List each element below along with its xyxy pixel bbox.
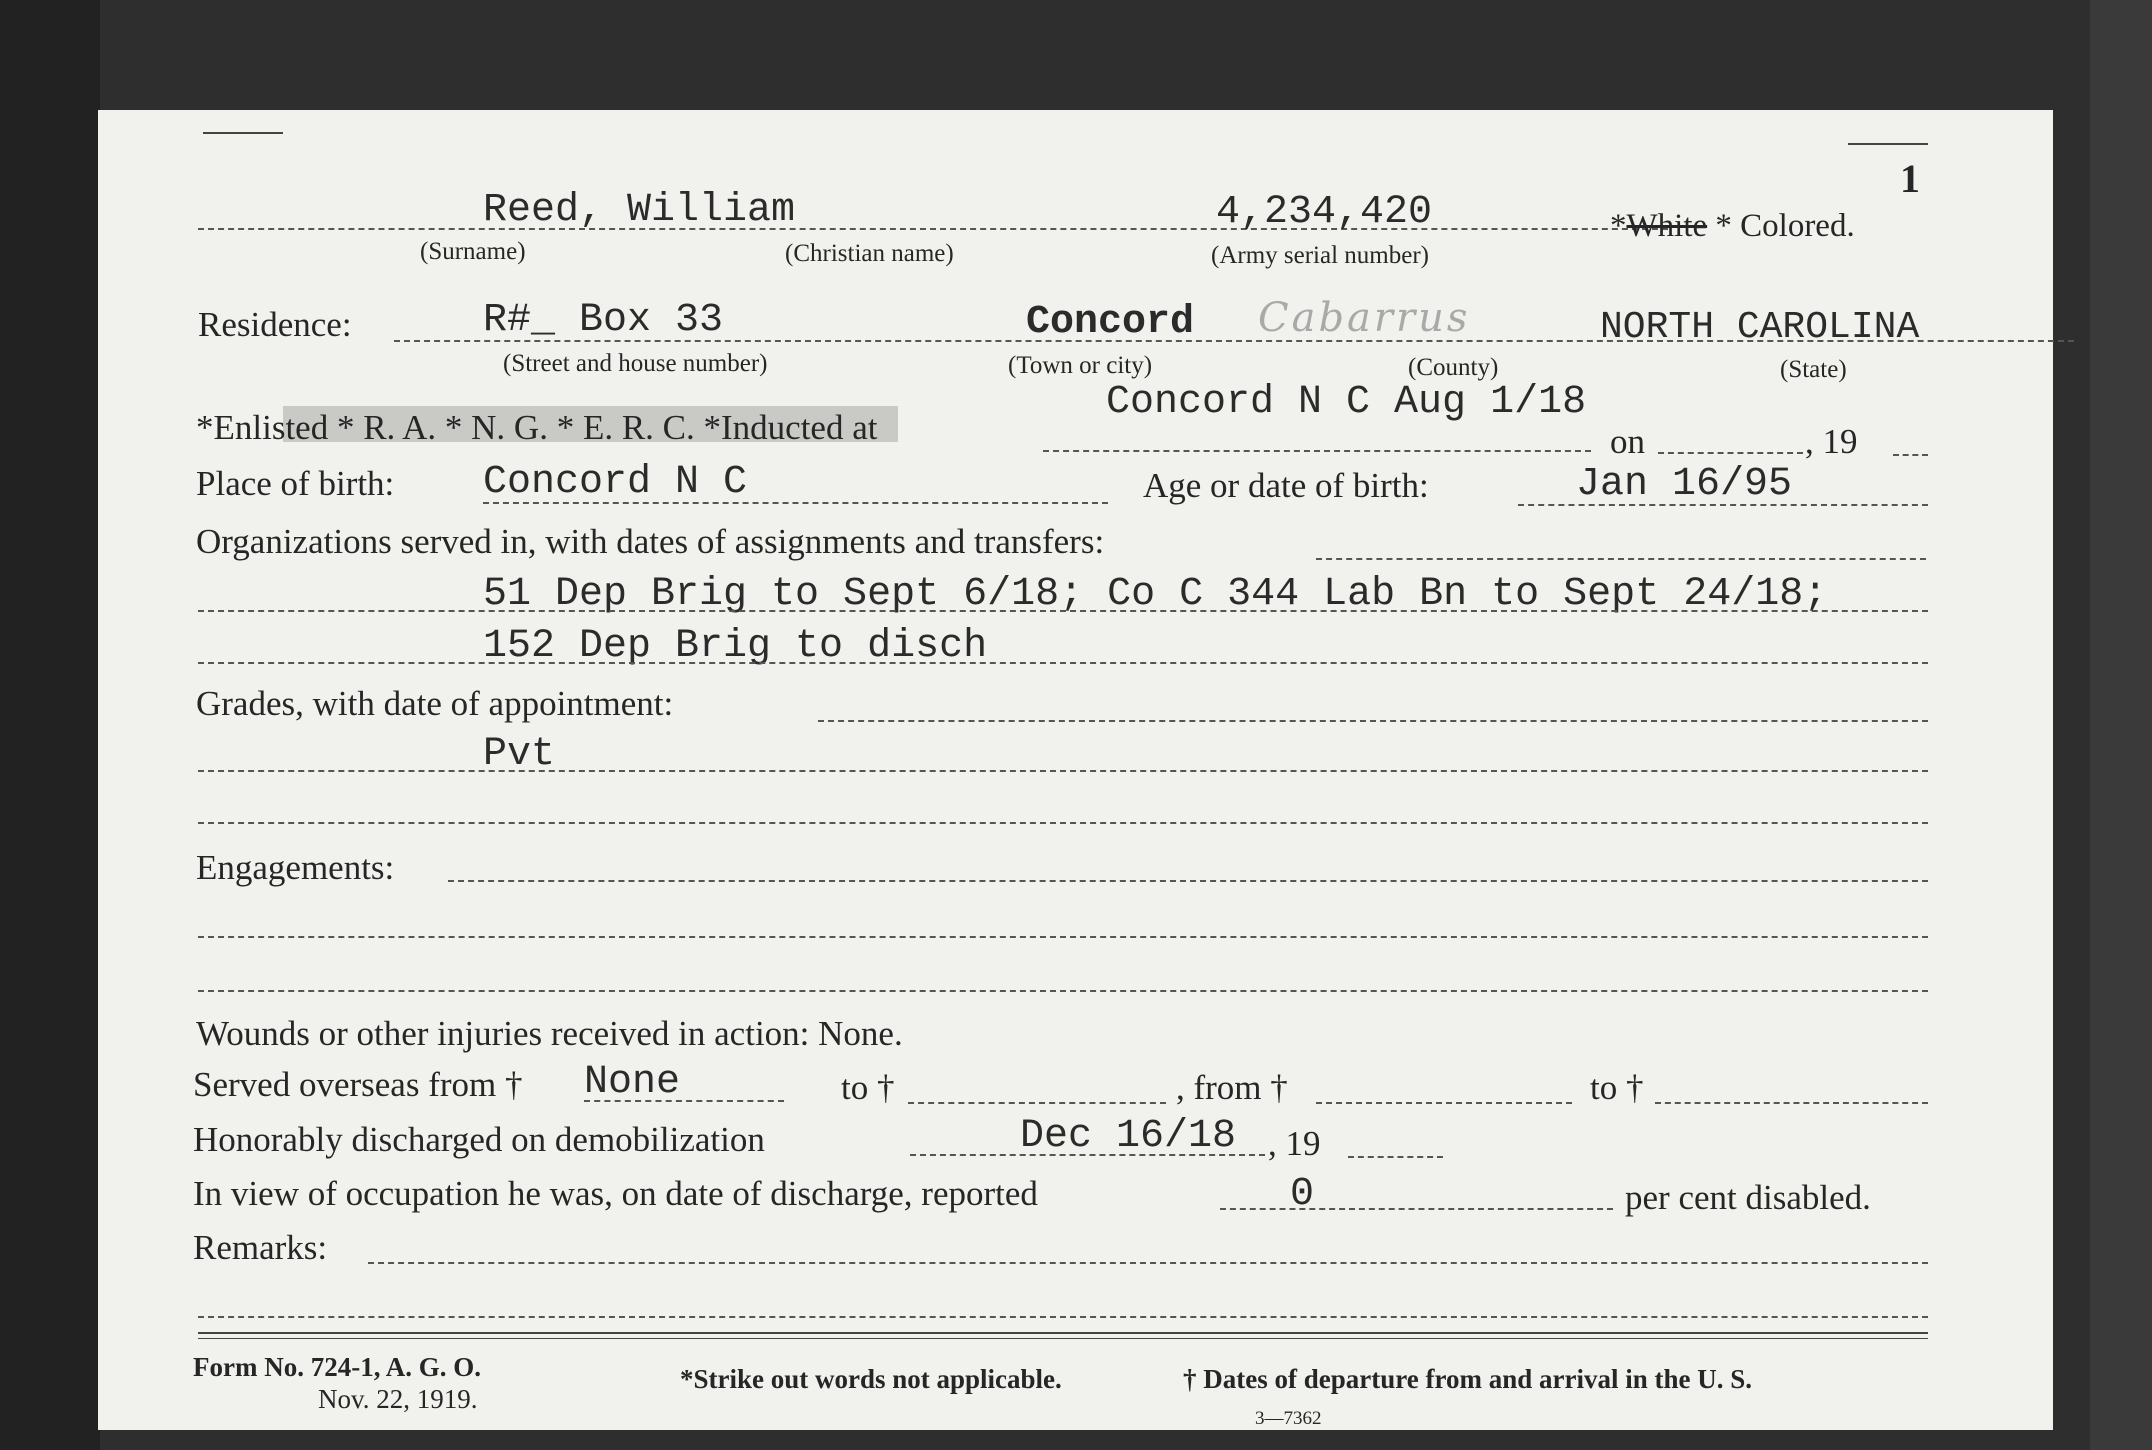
footnote-dates: † Dates of departure from and arrival in the U. S. xyxy=(1183,1364,1752,1394)
scan-border-left xyxy=(0,0,100,1450)
place-of-birth-label: Place of birth: xyxy=(196,464,395,503)
induction-line xyxy=(1043,450,1591,452)
age-label: Age or date of birth: xyxy=(1143,466,1429,505)
race-colored: Colored. xyxy=(1740,208,1855,244)
birth-date-value: Jan 16/95 xyxy=(1576,462,1793,507)
remarks-line-1 xyxy=(198,1316,1928,1318)
grades-label: Grades, with date of appointment: xyxy=(196,684,674,723)
overseas-from-value: None xyxy=(584,1060,681,1105)
discharge-line xyxy=(910,1154,1265,1156)
county-caption: (County) xyxy=(1408,354,1499,381)
form-date: Nov. 22, 1919. xyxy=(318,1384,478,1414)
name-value: Reed, William xyxy=(483,188,796,233)
county-value: Cabarrus xyxy=(1258,295,1471,341)
overseas-to-label: to † xyxy=(841,1068,895,1107)
christian-name-caption: (Christian name) xyxy=(785,240,954,267)
engagements-line-1 xyxy=(198,936,1928,938)
print-code: 3—7362 xyxy=(1255,1408,1322,1429)
wounds-row xyxy=(196,1014,903,1054)
overseas-to-line xyxy=(908,1102,1166,1104)
grades-line-1 xyxy=(198,770,1928,772)
disability-suffix: per cent disabled. xyxy=(1625,1178,1871,1217)
street-caption: (Street and house number) xyxy=(503,350,768,377)
card-number: 1 xyxy=(1900,156,1920,201)
surname-caption: (Surname) xyxy=(420,238,526,265)
serial-value: 4,234,420 xyxy=(1216,190,1433,235)
engagements-line-2 xyxy=(198,990,1928,992)
overseas-from2-label: , from † xyxy=(1176,1068,1288,1107)
induction-on-line xyxy=(1658,452,1803,454)
grades-line-2 xyxy=(198,822,1928,824)
footnote-strike: *Strike out words not applicable. xyxy=(680,1364,1062,1394)
organizations-line-2 xyxy=(198,662,1928,664)
overseas-to2-label: to † xyxy=(1590,1068,1644,1107)
birth-date-line xyxy=(1518,504,1928,506)
remarks-label: Remarks: xyxy=(193,1228,328,1267)
organizations-line2: 152 Dep Brig to disch xyxy=(483,624,988,669)
state-value: NORTH CAROLINA xyxy=(1600,306,1920,349)
engagements-label: Engagements: xyxy=(196,848,395,887)
discharge-year-line xyxy=(1348,1156,1443,1158)
street-value: R#_ Box 33 xyxy=(483,298,724,343)
place-of-birth-value: Concord N C xyxy=(483,460,748,505)
top-right-rule xyxy=(1848,143,1928,145)
footer-rule-top xyxy=(198,1332,1928,1334)
discharge-label: Honorably discharged on demobilization xyxy=(193,1120,765,1159)
organizations-line-0 xyxy=(1316,558,1926,560)
footer-rule-bottom xyxy=(198,1338,1928,1339)
race-white: White xyxy=(1626,208,1708,244)
wounds-label: Wounds or other injuries received in action: xyxy=(196,1014,810,1053)
place-of-birth-line xyxy=(483,502,1108,504)
remarks-line-0 xyxy=(368,1262,1928,1264)
town-caption: (Town or city) xyxy=(1008,352,1153,379)
discharge-value: Dec 16/18 xyxy=(1020,1114,1237,1159)
induction-on-label: on xyxy=(1610,422,1645,461)
enlistment-options: *Enlisted * R. A. * N. G. * E. R. C. *Inducted at xyxy=(196,408,878,447)
town-value: Concord xyxy=(1026,300,1195,345)
disability-value: 0 xyxy=(1290,1172,1315,1217)
organizations-line-1 xyxy=(198,610,1928,612)
top-left-rule xyxy=(203,132,283,134)
overseas-label: Served overseas from † xyxy=(193,1065,523,1104)
induction-value: Concord N C Aug 1/18 xyxy=(1106,380,1587,425)
wounds-value: None. xyxy=(818,1014,903,1053)
overseas-from-line xyxy=(584,1100,784,1102)
overseas-from2-line xyxy=(1316,1102,1572,1104)
organizations-label: Organizations served in, with dates of assignments and transfers: xyxy=(196,522,1105,561)
disability-label: In view of occupation he was, on date of discharge, reported xyxy=(193,1174,1038,1213)
scan-border-right xyxy=(2090,0,2152,1450)
residence-label: Residence: xyxy=(198,305,352,344)
race-selector: *White * Colored. xyxy=(1610,208,1855,244)
grades-line-0 xyxy=(818,720,1928,722)
induction-year-line xyxy=(1893,454,1928,456)
state-caption: (State) xyxy=(1780,356,1847,383)
organizations-line1: 51 Dep Brig to Sept 6/18; Co C 344 Lab Bn to Sept 24/18; xyxy=(483,572,1828,617)
serial-caption: (Army serial number) xyxy=(1211,242,1429,269)
induction-year-label: , 19 xyxy=(1805,422,1858,461)
form-number: Form No. 724-1, A. G. O. xyxy=(193,1352,481,1382)
overseas-to2-line xyxy=(1655,1102,1928,1104)
grades-value: Pvt xyxy=(483,732,556,777)
disability-line xyxy=(1220,1208,1613,1210)
discharge-year-label: , 19 xyxy=(1268,1124,1321,1163)
service-record-card xyxy=(98,110,2053,1430)
name-line xyxy=(198,228,1668,230)
engagements-line-0 xyxy=(448,880,1928,882)
